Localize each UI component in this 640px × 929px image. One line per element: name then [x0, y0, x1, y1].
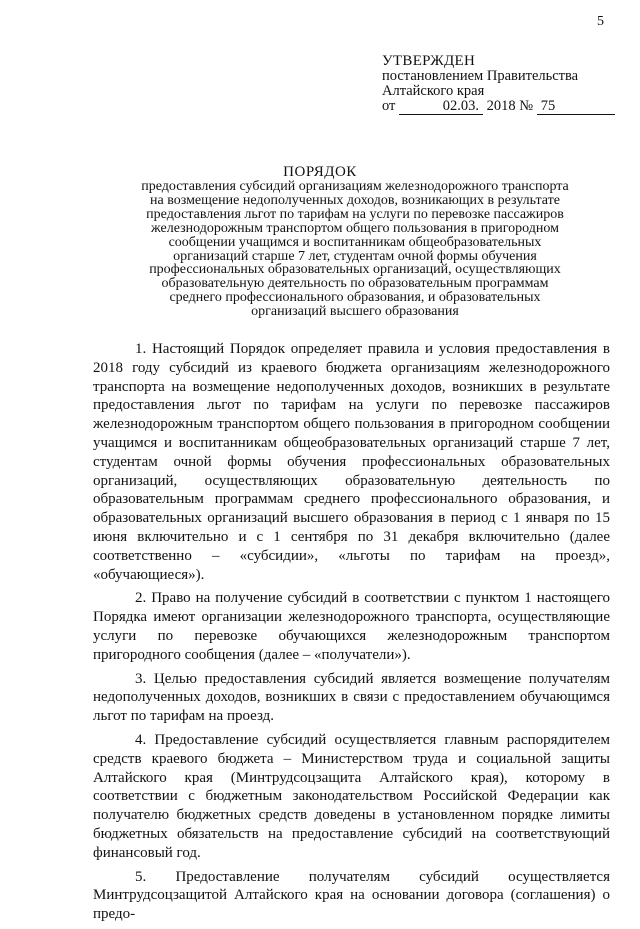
approval-date-row	[382, 99, 622, 115]
paragraph-2: 2. Право на получение субсидий в соответствии с пунктом 1 настоящего Порядка имеют организации железнодорожного транспорта, осуществляющие услуги по перевозке обучающихся железнодорожным транспортом пригородного сообщения (далее – «получатели»).	[93, 590, 610, 663]
approval-heading: УТВЕРЖДЕН	[382, 53, 476, 69]
approval-number: 75	[537, 99, 615, 115]
approval-year: 2018	[486, 98, 516, 114]
document-subtitle: предоставления субсидий организациям железнодорожного транспорта на возмещение недополученных доходов, возникающих в результате предоставления льгот по тарифам на услуги по перевозке пассажиров железнодорожным транспортом общего пользования в пригородном сообщении учащимся и воспитанникам общеобразовательных организаций старше 7 лет, студентам очной формы обучения профессиональных образовательных организаций, осуществляющих образовательную деятельность по образовательным программам среднего профессионального образования, и образовательных организаций высшего образования	[141, 179, 569, 320]
document-body	[93, 340, 610, 929]
paragraph-1: 1. Настоящий Порядок определяет правила и условия предоставления в 2018 году субсидий из краевого бюджета организациям железнодорожного транспорта на возмещение недополученных доходов, возникших в результате предоставления льгот по тарифам на услуги по перевозке пассажиров железнодорожным транспортом общего пользования в пригородном сообщении учащимся и воспитанникам общеобразовательных организаций старше 7 лет, студентам очной формы обучения профессиональных образовательных организаций, осуществляющих образовательную деятельность по образовательным программам среднего профессионального образования, и образовательных организаций высшего образования в период с 1 января по 15 июня включительно и с 1 сентября по 31 декабря включительно (далее соответственно – «субсидии», «льготы по тарифам на проезд», «обучающиеся»).	[93, 341, 610, 583]
document-title: ПОРЯДОК	[283, 164, 357, 180]
approval-line-2: Алтайского края	[382, 83, 485, 99]
page-number: 5	[597, 14, 604, 29]
paragraph-4: 4. Предоставление субсидий осуществляется главным распорядителем средств краевого бюджета – Министерством труда и социальной защиты Алтайского края (Минтрудсоцзащита Алтайского края), которому в соответствии с бюджетным законодательством Российской Федерации как получателю бюджетных средств доведены в установленном порядке лимиты бюджетных обязательств на предоставление субсидий на соответствующий финансовый год.	[93, 731, 610, 861]
approval-date: 02.03.	[399, 99, 483, 115]
approval-number-sign: №	[519, 98, 534, 114]
approval-line-1: постановлением Правительства	[382, 68, 579, 84]
approval-stamp	[382, 54, 622, 115]
paragraph-3: 3. Целью предоставления субсидий является возмещение получателям недополученных доходов, возникших в связи с предоставлением обучающимся льгот по тарифам на проезд.	[93, 670, 610, 725]
paragraph-5: 5. Предоставление получателям субсидий осуществляется Минтрудсоцзащитой Алтайского края на основании договора (соглашения) о предо-	[93, 868, 610, 923]
approval-from-label: от	[382, 98, 396, 114]
